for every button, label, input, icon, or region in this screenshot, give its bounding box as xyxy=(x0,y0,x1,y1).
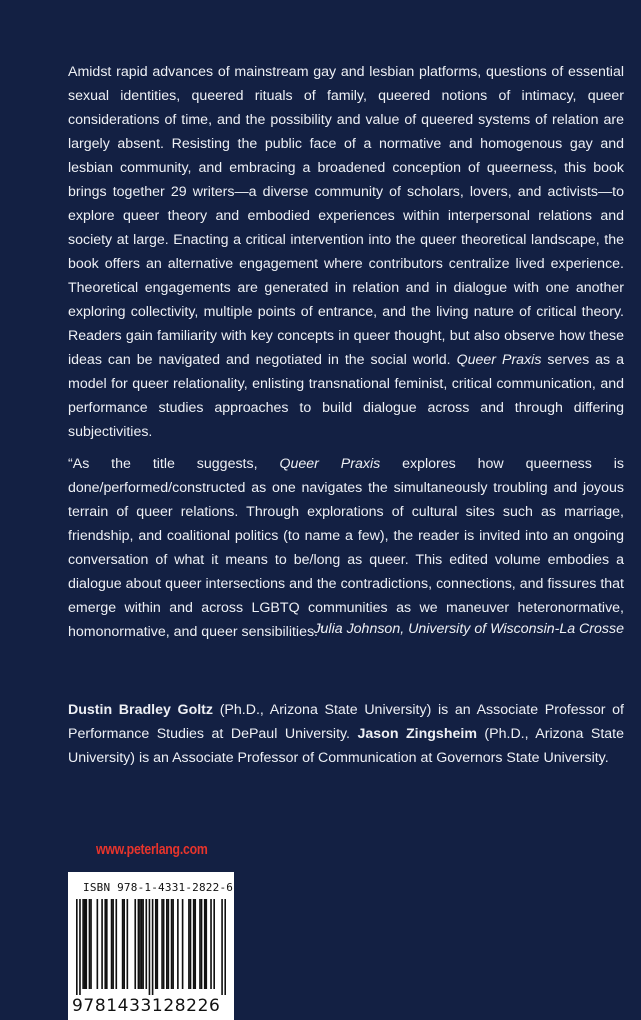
barcode-bar xyxy=(141,899,143,989)
barcode-bar xyxy=(190,899,192,989)
author1-name: Dustin Bradley Goltz xyxy=(68,702,213,718)
barcode-bar xyxy=(90,899,92,989)
barcode-bar xyxy=(101,899,103,989)
barcode-bar xyxy=(194,899,196,989)
barcode-bar xyxy=(193,899,195,989)
barcode-bar xyxy=(82,899,84,989)
book-description xyxy=(68,60,624,444)
barcode-bar xyxy=(104,899,106,989)
barcode-bar xyxy=(224,899,226,995)
description-book-title: Queer Praxis xyxy=(456,352,542,368)
description-text: Amidst rapid advances of mainstream gay and lesbian platforms, questions of essential sexual identities, queered rituals of family, queered notions of intimacy, queer considerations of time, and the possibility and value of queered systems of relation are largely absent. Resisting the public face of a normative and homogenous gay and lesbian community, and embracing a broadened conception of queerness, this book brings together 29 writers—a diverse community of scholars, lovers, and activists—to explore queer theory and embodied experiences within interpersonal relations and society at large. Enacting a critical intervention into the queer theoretical landscape, the book offers an alternative engagement where contributors centralize lived experience. Theoretical engagements are generated in relation and in dialogue with one another exploring collectivity, multiple points of entrance, and the living nature of critical theory. Readers gain familiarity with key concepts in queer thought, but also observe how these ideas can be navigated and negotiated in the social world. xyxy=(68,64,624,368)
barcode-bar xyxy=(106,899,108,989)
barcode-bar xyxy=(213,899,215,989)
author2-name: Jason Zingsheim xyxy=(357,726,477,742)
isbn-barcode xyxy=(68,872,234,1020)
barcode-bar xyxy=(79,899,81,995)
barcode-bar xyxy=(155,899,157,989)
barcode-bar xyxy=(127,899,129,989)
barcode-bar xyxy=(134,899,136,989)
author-bios xyxy=(68,698,624,770)
barcode-bar xyxy=(84,899,86,989)
review-quote xyxy=(68,452,624,644)
barcode-bar xyxy=(204,899,206,989)
barcode-bar xyxy=(199,899,201,989)
barcode-digits: 9781433128226 xyxy=(72,996,221,1016)
barcode-bar xyxy=(172,899,174,989)
barcode-bar xyxy=(112,899,114,989)
isbn-label: ISBN 978-1-4331-2822-6 xyxy=(83,881,234,894)
barcode-bar xyxy=(149,899,151,995)
barcode-bar xyxy=(122,899,124,989)
barcode-bar xyxy=(111,899,113,989)
review-book-title: Queer Praxis xyxy=(279,456,381,472)
review-attribution: Julia Johnson, University of Wisconsin-La Crosse xyxy=(313,621,624,637)
barcode-bar xyxy=(168,899,170,989)
review-text-end: explores how queerness is done/performed/constructed as one navigates the simultaneously troubling and joyous terrain of queer relations. Through explorations of cultural sites such as marriage, friendship, and coalitional politics (to name a few), the reader is invited into an ongoing conversation of what it means to be/long as queer. This edited volume embodies a dialogue about queer intersections and the contradictions, connections, and fissures that emerge within and across LGBTQ communities as we maneuver heteronormative, homonormative, and queer sensibilities.” xyxy=(68,456,624,640)
barcode-bar xyxy=(205,899,207,989)
author1-bio: (Ph.D., Arizona State University) is an Associate Professor of Performance Studies at DePaul University. xyxy=(68,702,624,742)
barcode-bar xyxy=(201,899,203,989)
barcode-bar xyxy=(152,899,154,995)
barcode-bar xyxy=(171,899,173,989)
barcode-bar xyxy=(139,899,141,989)
barcode-bars xyxy=(76,899,226,995)
barcode-bar xyxy=(145,899,147,989)
author2-bio: (Ph.D., Arizona State University) is an Associate Professor of Communication at Governors State University. xyxy=(68,726,624,766)
barcode-bar xyxy=(138,899,140,989)
barcode-bar xyxy=(97,899,99,989)
barcode-bar xyxy=(182,899,184,989)
barcode-bar xyxy=(142,899,144,989)
barcode-bar xyxy=(210,899,212,989)
publisher-url[interactable]: www.peterlang.com xyxy=(96,841,208,858)
barcode-bar xyxy=(188,899,190,989)
barcode-bar xyxy=(89,899,91,989)
barcode-bar xyxy=(166,899,168,989)
description-text-end: serves as a model for queer relationality, enlisting transnational feminist, critical communication, and performance studies approaches to build dialogue across and through differing subjectivities. xyxy=(68,352,624,440)
barcode-bar xyxy=(161,899,163,989)
barcode-bar xyxy=(115,899,117,989)
barcode-bar xyxy=(123,899,125,989)
barcode-bar xyxy=(177,899,179,989)
review-text-start: “As the title suggests, xyxy=(68,456,258,472)
barcode-bar xyxy=(85,899,87,989)
barcode-bar xyxy=(157,899,159,989)
barcode-bar xyxy=(76,899,78,995)
barcode-bar xyxy=(163,899,165,989)
barcode-bar xyxy=(221,899,223,995)
